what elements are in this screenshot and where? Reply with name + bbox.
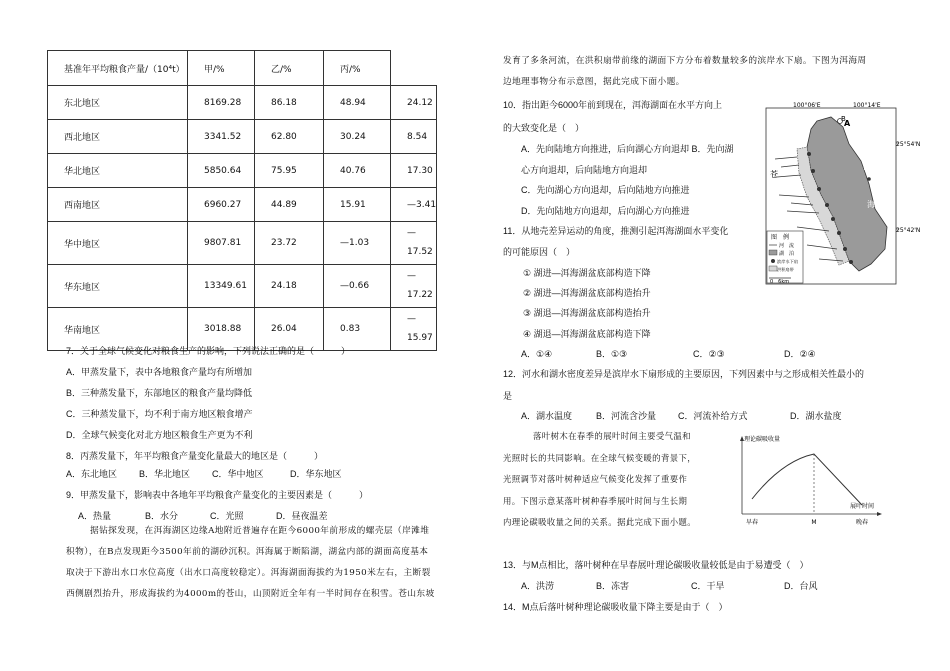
- cell-base: 8169.28: [188, 86, 255, 120]
- q13-option-a: A．洪涝: [521, 581, 555, 591]
- cell-bing-dash: —: [407, 314, 416, 324]
- cell-jia: 75.95: [255, 154, 324, 188]
- x-tick-m: M: [811, 519, 817, 526]
- cell-bing-dash: —: [407, 271, 416, 281]
- question-11: 11．从地壳差异运动的角度，推测引起洱海湖面水平变化: [503, 226, 729, 236]
- question-11-cont: 的可能原因（ ）: [503, 247, 576, 257]
- passage-deciduous: [503, 426, 728, 534]
- passage-line: 边地理事物分布示意图，据此完成下面小题。: [503, 77, 685, 87]
- passage-line: 积物），在B点发现距今3500年前的湖砂沉积。洱海属于断陷湖，湖盆内部的湖面高度基本: [66, 547, 429, 557]
- q10-option-d: D．先向陆地方向退却，后向湖心方向推进: [521, 206, 690, 216]
- question-10: 10．指出距今6000年前到现在，洱海湖面在水平方向上: [503, 100, 723, 110]
- carbon-uptake-chart: [728, 428, 888, 530]
- q13-option-b: B．冻害: [596, 581, 630, 591]
- table-row: [48, 86, 437, 120]
- passage-line: 落叶树木在春季的展叶时间主要受气温和: [533, 431, 691, 441]
- question-14: 14．M点后落叶树种理论碳吸收量下降主要是由于（ ）: [503, 602, 728, 612]
- table-row: [48, 120, 437, 154]
- question-8: 8．丙蒸发量下，年平均粮食产量变化量最大的地区是（ ）: [66, 451, 324, 461]
- cell-bing: 8.54: [391, 120, 437, 154]
- q13-option-c: C．干旱: [691, 581, 725, 591]
- q8-option-c: C．华中地区: [212, 469, 264, 479]
- table-row: [48, 154, 437, 188]
- q9-option-d: D．昼夜温差: [276, 511, 328, 521]
- cell-bing-value: 15.97: [407, 333, 433, 343]
- cell-region: 东北地区: [48, 86, 188, 120]
- question-12-cont: 是: [503, 391, 513, 401]
- cell-base: 5850.64: [188, 154, 255, 188]
- map-label-b: B: [841, 115, 846, 123]
- map-scale: 0 6km: [770, 279, 790, 285]
- q11-option-b: B．①③: [596, 349, 628, 359]
- cell-region: 华北地区: [48, 154, 188, 188]
- cell-jia: 86.18: [255, 86, 324, 120]
- cell-bing-value: 17.52: [407, 247, 433, 257]
- cell-bing: [391, 265, 437, 308]
- cell-yi: 0.83: [324, 308, 391, 351]
- cell-yi: 48.94: [324, 86, 391, 120]
- passage-line: 内理论碳吸收量之间的关系。据此完成下面小题。: [503, 517, 697, 527]
- q11-option-a: A．①④: [521, 349, 553, 359]
- q11-statement-4: ④ 湖退—洱海湖盆底部构造下降: [523, 329, 651, 339]
- map-lake-label-1: 洱: [863, 162, 871, 171]
- q7-option-b: B．三种蒸发量下，东部地区的粮食产量均降低: [66, 388, 253, 398]
- map-lake-label-2: 海: [867, 200, 875, 209]
- legend-river: 河 流: [779, 243, 795, 249]
- cell-yi: 40.76: [324, 154, 391, 188]
- legend-title: 图 例: [771, 234, 790, 241]
- q9-option-c: C．光照: [210, 511, 244, 521]
- map-lon-2: 100°14'E: [853, 102, 881, 109]
- q11-option-c: C．②③: [693, 349, 725, 359]
- cell-region: 华中地区: [48, 222, 188, 265]
- q11-statement-1: ① 湖进—洱海湖盆底部构造下降: [523, 268, 651, 278]
- cell-region: 华东地区: [48, 265, 188, 308]
- x-tick-early-spring: 早春: [745, 519, 759, 526]
- cell-jia: 44.89: [255, 188, 324, 222]
- header-base-yield: 基准年平均粮食产量/（10⁴t）: [48, 51, 188, 86]
- passage-line: 光照时长的共同影响。在全球气候变暖的背景下，: [503, 452, 697, 463]
- header-yi: 乙/%: [255, 51, 324, 86]
- cell-region: 华南地区: [48, 308, 188, 351]
- passage-line: 西侧剧烈抬升，形成海拔约为4000m的苍山，山顶附近全年有一半时间存在积雪。苍山东坡: [66, 589, 435, 599]
- map-lat-2: 25°42'N: [896, 227, 921, 234]
- q10-option-a-cont: 心方向退却，后向陆地方向退却: [521, 165, 648, 175]
- map-lat-1: 25°54'N: [896, 141, 921, 148]
- cell-bing: 24.12: [391, 86, 437, 120]
- cell-base: 3018.88: [188, 308, 255, 351]
- cell-jia: 62.80: [255, 120, 324, 154]
- passage-erhai-cont: [503, 51, 903, 93]
- legend-alluvial-fan: 洪积扇带: [777, 267, 794, 272]
- map-legend: [767, 231, 803, 285]
- x-axis-label: 展叶时间: [850, 503, 875, 510]
- q13-option-d: D．台风: [784, 581, 818, 591]
- map-mountain-label-1: 苍: [770, 170, 778, 179]
- q12-option-c: C．河流补给方式: [678, 411, 748, 421]
- cell-jia: 23.72: [255, 222, 324, 265]
- map-label-a: A: [844, 119, 851, 128]
- q12-option-a: A．湖水温度: [521, 411, 573, 421]
- cell-region: 西北地区: [48, 120, 188, 154]
- q8-option-d: D．华东地区: [290, 469, 342, 479]
- q7-option-d: D．全球气候变化对北方地区粮食生产更为不利: [66, 430, 253, 440]
- q13-options: [521, 579, 818, 592]
- cell-bing: 17.30: [391, 154, 437, 188]
- x-tick-late-spring: 晚春: [855, 519, 869, 526]
- q8-option-a: A．东北地区: [66, 469, 118, 479]
- passage-line: 发育了多条河流，在洪积扇带前缘的湖面下方分布着数量较多的滨岸水下扇。下图为洱海周: [503, 56, 867, 66]
- cell-base: 3341.52: [188, 120, 255, 154]
- q12-option-b: B．河流含沙量: [596, 411, 657, 421]
- cell-jia: 24.18: [255, 265, 324, 308]
- question-13: 13．与M点相比，落叶树种在早春展叶理论碳吸收量较低是由于易遭受（ ）: [503, 560, 809, 570]
- grain-yield-table: [47, 50, 437, 351]
- passage-line: 取决于下游出水口水位高度（出水口高度较稳定）。洱海湖面海拔约为1950米左右，主断裂: [66, 568, 431, 578]
- passage-line: 据钻探发现，在洱海湖区边缘A地附近普遍存在距今6000年前形成的螺壳层（岸滩堆: [90, 526, 430, 536]
- cell-region: 西南地区: [48, 188, 188, 222]
- q9-option-b: B．水分: [145, 511, 179, 521]
- cell-jia: 26.04: [255, 308, 324, 351]
- cell-bing-dash: —: [407, 228, 416, 238]
- q8-options: [66, 467, 342, 480]
- cell-yi: 30.24: [324, 120, 391, 154]
- question-12: 12．河水和湖水密度差异是滨岸水下扇形成的主要原因，下列因素中与之形成相关性最小的: [503, 369, 865, 379]
- cell-bing-value: 17.22: [407, 290, 433, 300]
- cell-yi: —0.66: [324, 265, 391, 308]
- question-9: 9．甲蒸发量下，影响表中各地年平均粮食产量变化的主要因素是（ ）: [66, 490, 369, 500]
- header-jia: 甲/%: [188, 51, 255, 86]
- q11-statement-2: ② 湖进—洱海湖盆底部构造抬升: [523, 288, 651, 298]
- table-header-row: [48, 51, 437, 86]
- carbon-curve: [752, 454, 862, 505]
- q10-option-a: A．先向陆地方向推进，后向湖心方向退却 B．先向湖: [521, 144, 734, 154]
- q10-option-c: C．先向湖心方向退却，后向陆地方向推进: [521, 185, 690, 195]
- passage-line: 光照调节对落叶树种适应气候变化发挥了重要作: [503, 474, 688, 484]
- passage-line: 用。下图示意某落叶树种春季展叶时间与生长期: [503, 495, 688, 506]
- x-axis-arrow: [877, 512, 882, 516]
- q7-option-a: A．甲蒸发量下，表中各地粮食产量均有所增加: [66, 367, 253, 377]
- cell-bing: [391, 222, 437, 265]
- table-row: [48, 265, 437, 308]
- erhai-map: [757, 99, 921, 289]
- q11-statement-3: ③ 湖退—洱海湖盆底部构造抬升: [523, 308, 651, 318]
- y-axis-label: 理论碳吸收量: [744, 436, 781, 443]
- header-bing: 丙/%: [324, 51, 391, 86]
- map-lon-1: 100°06'E: [793, 102, 821, 109]
- q12-option-d: D．湖水盐度: [790, 411, 842, 421]
- cell-base: 9807.81: [188, 222, 255, 265]
- cell-bing: —3.41: [391, 188, 437, 222]
- legend-lake: 湖 泊: [779, 251, 795, 257]
- q8-option-b: B．华北地区: [139, 469, 191, 479]
- q11-option-d: D．②④: [784, 349, 816, 359]
- passage-erhai: [66, 521, 486, 605]
- q7-option-c: C．三种蒸发量下，均不利于南方地区粮食增产: [66, 409, 253, 419]
- table-row: [48, 188, 437, 222]
- cell-yi: 15.91: [324, 188, 391, 222]
- table-row: [48, 222, 437, 265]
- question-7: 7．关于全球气候变化对粮食生产的影响，下列说法正确的是（ ）: [66, 346, 351, 356]
- q9-option-a: A．热量: [78, 511, 112, 521]
- q12-options: [521, 409, 842, 422]
- cell-base: 13349.61: [188, 265, 255, 308]
- cell-base: 6960.27: [188, 188, 255, 222]
- legend-underwater-fan: 滨岸水下扇: [777, 259, 798, 264]
- question-10-cont: 的大致变化是（ ）: [503, 123, 585, 133]
- cell-bing: [391, 308, 437, 351]
- cell-yi: —1.03: [324, 222, 391, 265]
- q11-options: [521, 347, 816, 360]
